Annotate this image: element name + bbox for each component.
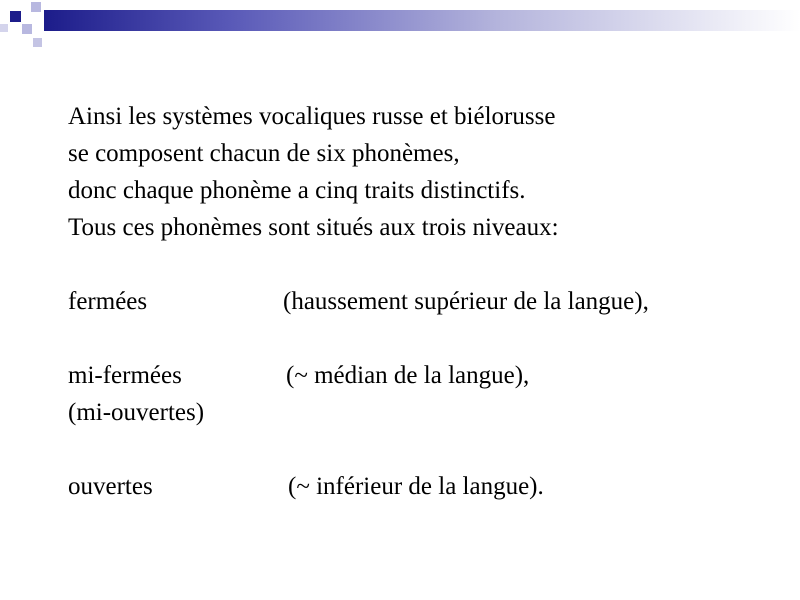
decor-square-light: [22, 24, 32, 34]
intro-line: Tous ces phonèmes sont situés aux trois niveaux:: [68, 214, 559, 241]
decor-square-light: [0, 24, 8, 32]
decor-square-light: [33, 38, 42, 47]
level-row-open: [68, 468, 559, 505]
decor-square-light: [31, 2, 41, 12]
slide-header-banner: [44, 10, 800, 31]
decor-square-dark: [10, 11, 21, 22]
level-row-mid-open: [68, 394, 559, 431]
intro-line: Ainsi les systèmes vocaliques russe et biélorusse: [68, 103, 556, 130]
level-description: (~ médian de la langue),: [286, 362, 530, 389]
slide-body: [68, 98, 649, 505]
level-description: (haussement supérieur de la langue),: [283, 288, 649, 315]
level-label: mi-fermées: [68, 362, 182, 389]
level-label: ouvertes: [68, 473, 153, 500]
intro-line: donc chaque phonème a cinq traits distinctifs.: [68, 177, 526, 204]
level-row-closed: [68, 283, 649, 320]
intro-line: se composent chacun de six phonèmes,: [68, 140, 460, 167]
level-label: fermées: [68, 288, 148, 315]
level-label: (mi-ouvertes): [68, 399, 205, 426]
level-description: (~ inférieur de la langue).: [288, 473, 544, 500]
level-row-mid-closed: [68, 357, 559, 394]
